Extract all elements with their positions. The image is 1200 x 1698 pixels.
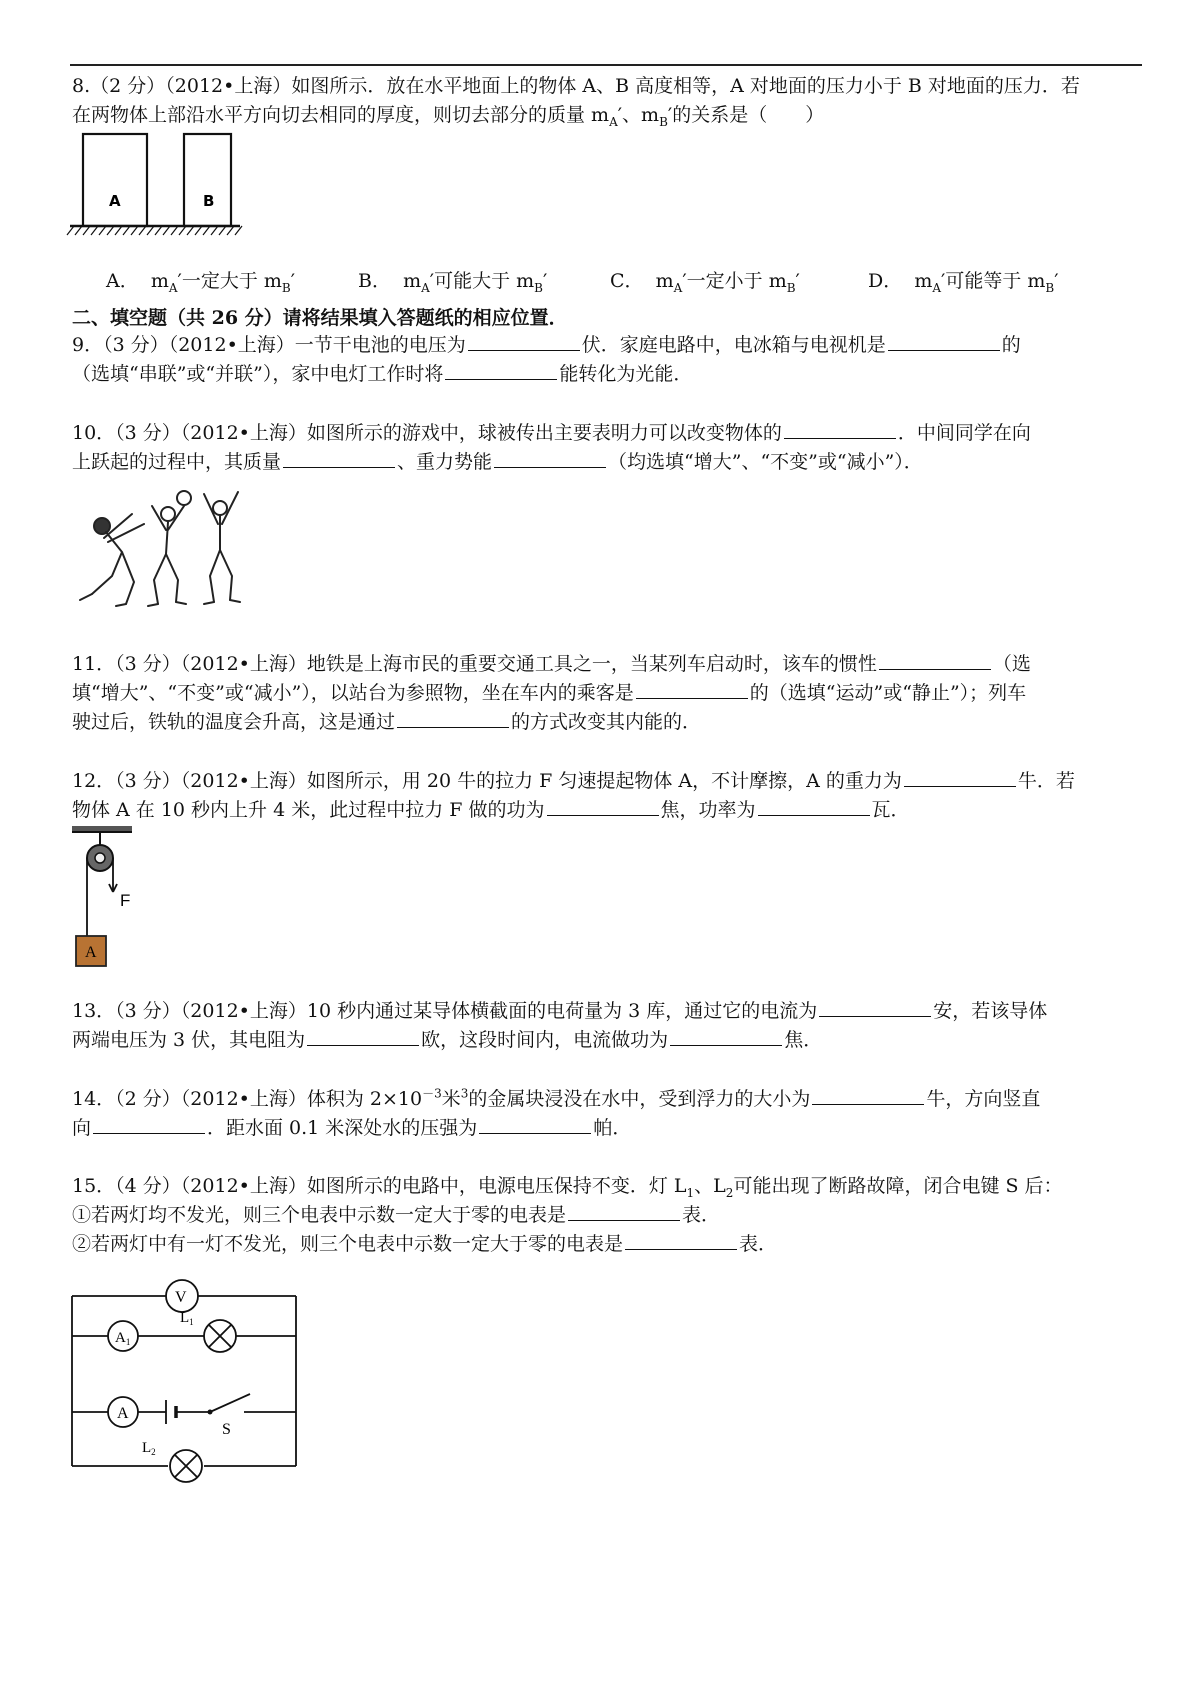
answer-blank[interactable] <box>879 650 991 670</box>
ball <box>177 491 191 505</box>
q8-option-a[interactable]: A． $m_A'$一定大于 $m_B'$ <box>106 270 296 295</box>
answer-blank[interactable] <box>625 1230 737 1250</box>
answer-blank[interactable] <box>888 331 1000 351</box>
answer-blank[interactable] <box>819 997 931 1017</box>
force-label: F <box>120 891 131 910</box>
kid-middle-head <box>161 507 175 521</box>
lamp-l2-label: $L_2$ <box>142 1440 156 1457</box>
q12-line-2: 物体 A 在 10 秒内上升 4 米，此过程中拉力 F 做的功为 焦，功率为 瓦． <box>72 794 1144 827</box>
q9-line-2: （选填“串联”或“并联”），家中电灯工作时将 能转化为光能． <box>72 358 1144 391</box>
ground-hatch <box>67 226 242 235</box>
answer-blank[interactable] <box>670 1026 782 1046</box>
section-heading: 二、填空题（共 26 分）请将结果填入答题纸的相应位置． <box>72 307 568 329</box>
answer-blank[interactable] <box>568 1201 680 1221</box>
kid-left-head <box>94 518 110 534</box>
lamp-l1-label: $L_1$ <box>180 1310 194 1327</box>
top-rule <box>70 64 1142 66</box>
q10-line-2: 上跃起的过程中，其质量 、重力势能 （均选填“增大”、“不变”或“减小”）． <box>72 446 1144 479</box>
answer-blank[interactable] <box>468 331 580 351</box>
block-a <box>83 134 147 226</box>
q14-line-2: 向 ．距水面 0.1 米深处水的压强为 帕． <box>72 1112 1144 1145</box>
q8-option-c[interactable]: C． $m_A'$一定小于 $m_B'$ <box>610 270 800 295</box>
q15-line-1: 15．（4 分）（2012•上海）如图所示的电路中，电源电压保持不变．灯 $L_1$、$L_2$可能出现了断路故障，闭合电键 S 后： <box>72 1175 1063 1200</box>
block-b-label: B <box>203 192 215 210</box>
q8-line-1: 8.（2 分）（2012•上海）如图所示．放在水平地面上的物体 A、B 高度相等，A 对地面的压力小于 B 对地面的压力．若 <box>72 75 1080 97</box>
ammeter-a1-label: $A_1$ <box>115 1330 131 1347</box>
q9-line-1: 9．（3 分）（2012•上海）一节干电池的电压为 伏．家庭电路中，电冰箱与电视机是 的 <box>72 329 1144 362</box>
q10-line-1: 10．（3 分）（2012•上海）如图所示的游戏中，球被传出主要表明力可以改变物体的 ．中间同学在向 <box>72 417 1144 450</box>
ammeter-a-label: A <box>117 1405 129 1422</box>
q12-line-1: 12．（3 分）（2012•上海）如图所示，用 20 牛的拉力 F 匀速提起物体 A，不计摩擦，A 的重力为 牛．若 <box>72 765 1144 798</box>
switch-label: S <box>222 1421 231 1438</box>
q8-line-2: 在两物体上部沿水平方向切去相同的厚度，则切去部分的质量 $m_A'$、$m_B'$的关系是（ ） <box>72 104 825 129</box>
answer-blank[interactable] <box>445 360 557 380</box>
q11-line-1: 11．（3 分）（2012•上海）地铁是上海市民的重要交通工具之一，当某列车启动时，该车的惯性 （选 <box>72 648 1144 681</box>
q13-line-1: 13．（3 分）（2012•上海）10 秒内通过某导体横截面的电荷量为 3 库，通过它的电流为 安，若该导体 <box>72 995 1144 1028</box>
q8-options <box>106 266 1059 293</box>
answer-blank[interactable] <box>547 796 659 816</box>
answer-blank[interactable] <box>479 1114 591 1134</box>
answer-blank[interactable] <box>784 419 896 439</box>
answer-blank[interactable] <box>283 448 395 468</box>
q15-line-2: ①若两灯均不发光，则三个电表中示数一定大于零的电表是 表． <box>72 1199 1144 1232</box>
voltmeter-label: V <box>175 1289 187 1306</box>
q12-figure-pulley <box>72 826 162 972</box>
q10-figure-kids-passing-ball <box>72 484 252 610</box>
q15-line-3: ②若两灯中有一灯不发光，则三个电表中示数一定大于零的电表是 表． <box>72 1228 1144 1261</box>
answer-blank[interactable] <box>758 796 870 816</box>
answer-blank[interactable] <box>397 708 509 728</box>
block-a-label: A <box>109 192 121 210</box>
q8-option-d[interactable]: D． $m_A'$可能等于 $m_B'$ <box>868 270 1059 295</box>
q13-line-2: 两端电压为 3 伏，其电阻为 欧，这段时间内，电流做功为 焦． <box>72 1024 1144 1057</box>
answer-blank[interactable] <box>636 679 748 699</box>
block-b <box>184 134 231 226</box>
answer-blank[interactable] <box>812 1085 924 1105</box>
q8-option-b[interactable]: B． $m_A'$可能大于 $m_B'$ <box>358 270 548 295</box>
block-a-label: A <box>85 944 97 961</box>
q15-circuit-diagram <box>70 1276 310 1482</box>
q8-figure <box>70 128 250 240</box>
q11-line-3: 驶过后，铁轨的温度会升高，这是通过 的方式改变其内能的． <box>72 706 1144 739</box>
answer-blank[interactable] <box>93 1114 205 1134</box>
kid-right-head <box>213 501 227 515</box>
answer-blank[interactable] <box>904 767 1016 787</box>
q14-line-1: 14．（2 分）（2012•上海）体积为 $2\times 10^{-3}$米$^3$的金属块浸没在水中，受到浮力的大小为 牛，方向竖直 <box>72 1086 1041 1110</box>
q11-line-2: 填“增大”、“不变”或“减小”），以站台为参照物，坐在车内的乘客是 的（选填“运动”或“静止”）；列车 <box>72 677 1144 710</box>
answer-blank[interactable] <box>494 448 606 468</box>
answer-blank[interactable] <box>307 1026 419 1046</box>
